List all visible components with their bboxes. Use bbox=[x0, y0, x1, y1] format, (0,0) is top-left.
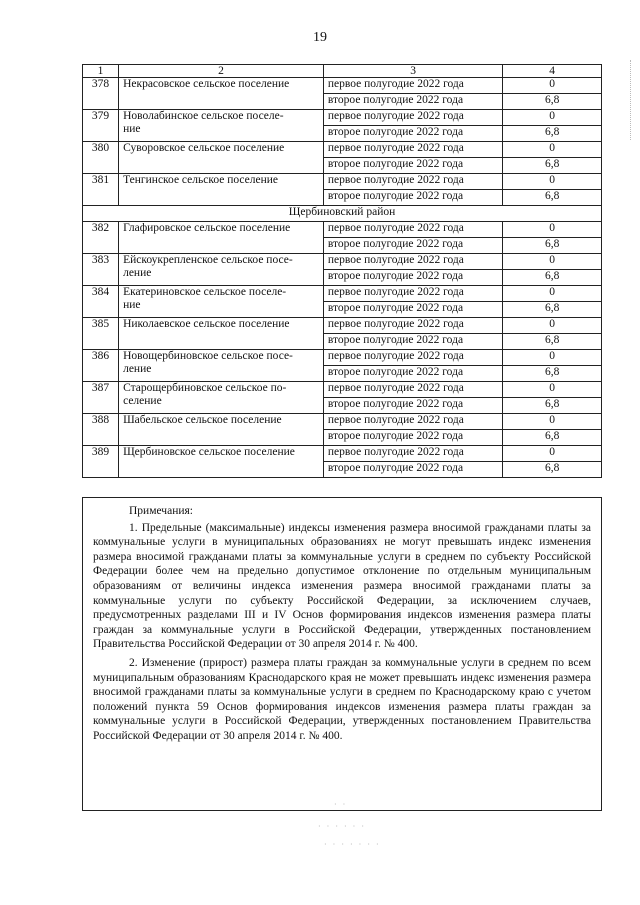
index-value: 0 bbox=[503, 286, 602, 302]
period-cell: первое полугодие 2022 года bbox=[323, 446, 502, 462]
period-cell: второе полугодие 2022 года bbox=[323, 366, 502, 382]
period-cell: первое полугодие 2022 года bbox=[323, 350, 502, 366]
settlement-name bbox=[119, 382, 324, 414]
settlement-name bbox=[119, 222, 324, 254]
row-number: 378 bbox=[83, 78, 119, 110]
index-value: 6,8 bbox=[503, 302, 602, 318]
note-paragraph-1: 1. Предельные (максимальные) индексы изменения размера вносимой гражданами платы за коммунальные услуги в муниципальных образованиях не могут превышать индекс изменения размера вносимой гражданами платы за коммунальные услуги в среднем по субъекту Российской Федерации более чем на предельно допустимое отклонение по отдельным муниципальным образованиям от величины индекса изменения размера вносимой гражданами платы за коммунальные услуги по субъекту Российской Федерации, за исключением случаев, предусмотренных разделами III и IV Основ формирования индексов изменения размера платы граждан за коммунальные услуги в Российской Федерации, утвержденных постановлением Правительства Российской Федерации от 30 апреля 2014 г. № 400. bbox=[93, 521, 591, 651]
period-cell: второе полугодие 2022 года bbox=[323, 430, 502, 446]
table-header-row bbox=[83, 65, 602, 78]
scan-artifact-mark: · · · · · · bbox=[318, 822, 366, 831]
column-header: 1 bbox=[83, 65, 119, 78]
index-value: 0 bbox=[503, 350, 602, 366]
row-number: 389 bbox=[83, 446, 119, 478]
settlement-name-line: Тенгинское сельское поселение bbox=[123, 174, 279, 186]
index-value: 6,8 bbox=[503, 126, 602, 142]
settlement-name-line: ние bbox=[123, 123, 141, 135]
table-row bbox=[83, 78, 602, 94]
tariff-index-table bbox=[82, 64, 602, 478]
index-value: 0 bbox=[503, 78, 602, 94]
settlement-name bbox=[119, 414, 324, 446]
period-cell: второе полугодие 2022 года bbox=[323, 158, 502, 174]
period-cell: второе полугодие 2022 года bbox=[323, 398, 502, 414]
index-value: 6,8 bbox=[503, 366, 602, 382]
row-number: 384 bbox=[83, 286, 119, 318]
index-value: 6,8 bbox=[503, 398, 602, 414]
period-cell: первое полугодие 2022 года bbox=[323, 142, 502, 158]
settlement-name-line: селение bbox=[123, 395, 162, 407]
period-cell: второе полугодие 2022 года bbox=[323, 302, 502, 318]
index-value: 6,8 bbox=[503, 238, 602, 254]
settlement-name bbox=[119, 142, 324, 174]
table-row bbox=[83, 318, 602, 334]
index-value: 0 bbox=[503, 110, 602, 126]
table-row bbox=[83, 110, 602, 126]
period-cell: первое полугодие 2022 года bbox=[323, 414, 502, 430]
table-row bbox=[83, 382, 602, 398]
period-cell: первое полугодие 2022 года bbox=[323, 222, 502, 238]
row-number: 379 bbox=[83, 110, 119, 142]
scan-artifact-mark: · · bbox=[334, 800, 348, 809]
settlement-name bbox=[119, 318, 324, 350]
period-cell: первое полугодие 2022 года bbox=[323, 254, 502, 270]
settlement-name-line: ление bbox=[123, 267, 152, 279]
settlement-name bbox=[119, 286, 324, 318]
index-value: 6,8 bbox=[503, 270, 602, 286]
period-cell: второе полугодие 2022 года bbox=[323, 270, 502, 286]
table-row bbox=[83, 174, 602, 190]
column-header: 4 bbox=[503, 65, 602, 78]
settlement-name bbox=[119, 350, 324, 382]
row-number: 387 bbox=[83, 382, 119, 414]
scan-artifact-mark: · · · · · · · bbox=[324, 840, 381, 849]
district-row bbox=[83, 206, 602, 222]
settlement-name-line: ление bbox=[123, 363, 152, 375]
settlement-name bbox=[119, 446, 324, 478]
table-row bbox=[83, 142, 602, 158]
period-cell: второе полугодие 2022 года bbox=[323, 126, 502, 142]
settlement-name-line: Новолабинское сельское поселе- bbox=[123, 110, 284, 122]
period-cell: второе полугодие 2022 года bbox=[323, 238, 502, 254]
period-cell: второе полугодие 2022 года bbox=[323, 190, 502, 206]
table-row bbox=[83, 254, 602, 270]
table-body bbox=[83, 65, 602, 478]
settlement-name-line: Глафировское сельское поселение bbox=[123, 222, 291, 234]
settlement-name-line: Щербиновское сельское поселение bbox=[123, 446, 295, 458]
table-row bbox=[83, 446, 602, 462]
row-number: 383 bbox=[83, 254, 119, 286]
row-number: 385 bbox=[83, 318, 119, 350]
index-value: 6,8 bbox=[503, 430, 602, 446]
period-cell: второе полугодие 2022 года bbox=[323, 334, 502, 350]
row-number: 382 bbox=[83, 222, 119, 254]
index-value: 0 bbox=[503, 446, 602, 462]
index-value: 6,8 bbox=[503, 94, 602, 110]
index-value: 6,8 bbox=[503, 158, 602, 174]
page-number: 19 bbox=[313, 30, 327, 45]
period-cell: второе полугодие 2022 года bbox=[323, 94, 502, 110]
index-value: 6,8 bbox=[503, 190, 602, 206]
index-value: 0 bbox=[503, 222, 602, 238]
notes-title: Примечания: bbox=[129, 505, 193, 517]
table-row bbox=[83, 222, 602, 238]
settlement-name-line: Суворовское сельское поселение bbox=[123, 142, 285, 154]
settlement-name-line: Шабельское сельское поселение bbox=[123, 414, 282, 426]
table-row bbox=[83, 350, 602, 366]
column-header: 3 bbox=[323, 65, 502, 78]
settlement-name-line: ние bbox=[123, 299, 141, 311]
row-number: 381 bbox=[83, 174, 119, 206]
period-cell: первое полугодие 2022 года bbox=[323, 174, 502, 190]
settlement-name bbox=[119, 78, 324, 110]
table-row bbox=[83, 414, 602, 430]
scan-edge-mark bbox=[630, 60, 634, 140]
index-value: 6,8 bbox=[503, 334, 602, 350]
settlement-name-line: Николаевское сельское поселение bbox=[123, 318, 290, 330]
period-cell: первое полугодие 2022 года bbox=[323, 382, 502, 398]
index-value: 6,8 bbox=[503, 462, 602, 478]
row-number: 380 bbox=[83, 142, 119, 174]
period-cell: первое полугодие 2022 года bbox=[323, 286, 502, 302]
row-number: 386 bbox=[83, 350, 119, 382]
district-title: Щербиновский район bbox=[83, 206, 602, 222]
settlement-name bbox=[119, 110, 324, 142]
index-value: 0 bbox=[503, 254, 602, 270]
settlement-name bbox=[119, 174, 324, 206]
settlement-name-line: Екатериновское сельское поселе- bbox=[123, 286, 287, 298]
settlement-name-line: Некрасовское сельское поселение bbox=[123, 78, 290, 90]
settlement-name bbox=[119, 254, 324, 286]
index-value: 0 bbox=[503, 142, 602, 158]
settlement-name-line: Ейскоукрепленское сельское посе- bbox=[123, 254, 293, 266]
row-number: 388 bbox=[83, 414, 119, 446]
table-row bbox=[83, 286, 602, 302]
settlement-name-line: Старощербиновское сельское по- bbox=[123, 382, 287, 394]
settlement-name-line: Новощербиновское сельское посе- bbox=[123, 350, 293, 362]
column-header: 2 bbox=[119, 65, 324, 78]
note-paragraph-2: 2. Изменение (прирост) размера платы граждан за коммунальные услуги в среднем по всем муниципальным образованиям Краснодарского края не может превышать индекс изменения размера вносимой гражданами платы за коммунальные услуги в среднем по Краснодарскому краю с учетом положений пункта 59 Основ формирования индексов изменения размера платы граждан за коммунальные услуги в Российской Федерации, утвержденных постановлением Правительства Российской Федерации от 30 апреля 2014 г. № 400. bbox=[93, 656, 591, 742]
period-cell: второе полугодие 2022 года bbox=[323, 462, 502, 478]
index-value: 0 bbox=[503, 382, 602, 398]
index-value: 0 bbox=[503, 414, 602, 430]
period-cell: первое полугодие 2022 года bbox=[323, 78, 502, 94]
index-value: 0 bbox=[503, 318, 602, 334]
notes-box bbox=[82, 497, 602, 811]
period-cell: первое полугодие 2022 года bbox=[323, 318, 502, 334]
index-value: 0 bbox=[503, 174, 602, 190]
period-cell: первое полугодие 2022 года bbox=[323, 110, 502, 126]
